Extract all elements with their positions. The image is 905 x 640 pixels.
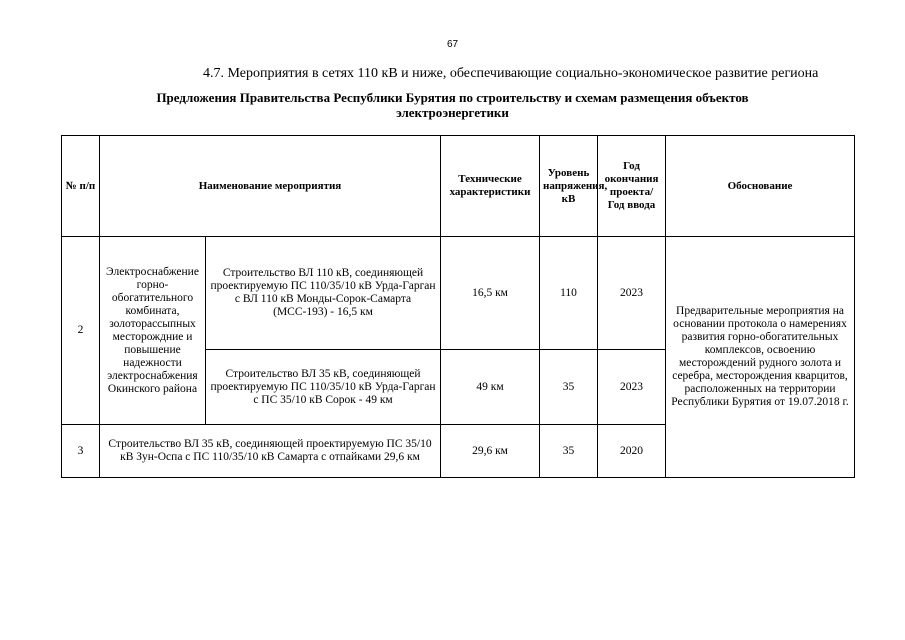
document-title: Предложения Правительства Республики Бурятия по строительству и схемам размещения объектов электроэнергетики: [156, 90, 749, 120]
year-cell: 2023: [598, 350, 666, 425]
justification-cell: Предварительные мероприятия на основании протокола о намерениях развития горно-обогатительных комплексов, освоению месторождений рудного золота и серебра, месторождения кварцитов, расположенных на территории Республики Бурятия от 19.07.2018 г.: [666, 237, 855, 478]
table-row: [62, 237, 855, 350]
year-cell: 2023: [598, 237, 666, 350]
row-number-cell: 3: [62, 425, 100, 478]
measure-cell: Строительство ВЛ 110 кВ, соединяющей проектируемую ПС 110/35/10 кВ Урда-Гарган с ВЛ 110 кВ Монды-Сорок-Самарта (МСС-193) - 16,5 км: [206, 237, 441, 350]
tech-cell: 29,6 км: [441, 425, 540, 478]
header-technical-characteristics: Технические характеристики: [441, 136, 540, 237]
header-voltage-level: Уровень напряжения, кВ: [540, 136, 598, 237]
header-justification: Обоснование: [666, 136, 855, 237]
voltage-cell: 110: [540, 237, 598, 350]
group-subject-cell: Электроснабжение горно-обогатительного комбината, золоторассыпных месторождние и повышение надежности электроснабжения Окинского района: [100, 237, 206, 425]
section-heading: 4.7. Мероприятия в сетях 110 кВ и ниже, обеспечивающие социально-экономическое развитие региона: [203, 66, 819, 81]
tech-cell: 49 км: [441, 350, 540, 425]
voltage-cell: 35: [540, 425, 598, 478]
year-cell: 2020: [598, 425, 666, 478]
table-header-row: [62, 136, 855, 237]
measure-cell: Строительство ВЛ 35 кВ, соединяющей проектируемую ПС 35/10 кВ Зун-Оспа с ПС 110/35/10 кВ Самарта с отпайками 29,6 км: [100, 425, 441, 478]
header-completion-year: Год окончания проекта/ Год ввода: [598, 136, 666, 237]
measure-cell: Строительство ВЛ 35 кВ, соединяющей проектируемую ПС 110/35/10 кВ Урда-Гарган с ПС 35/10 кВ Сорок - 49 км: [206, 350, 441, 425]
row-number-cell: 2: [62, 237, 100, 425]
voltage-cell: 35: [540, 350, 598, 425]
header-number: № п/п: [62, 136, 100, 237]
measures-table: [61, 135, 855, 478]
header-measure-name: Наименование мероприятия: [100, 136, 441, 237]
page-number: 67: [446, 39, 459, 50]
tech-cell: 16,5 км: [441, 237, 540, 350]
